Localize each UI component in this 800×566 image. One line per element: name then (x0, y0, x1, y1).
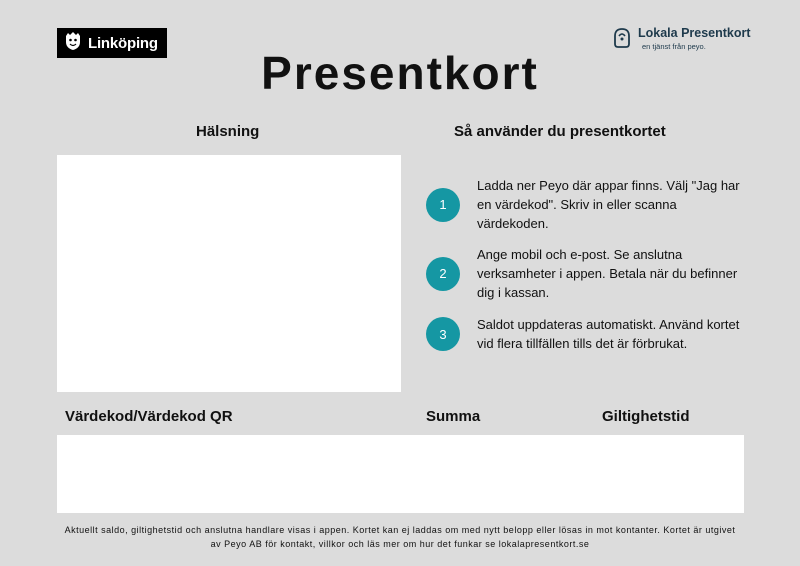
step-text: Ladda ner Peyo där appar finns. Välj "Jag har en värdekod". Skriv in eller scanna värdekoden. (477, 178, 740, 231)
instruction-step-1 (426, 176, 747, 233)
greeting-heading: Hälsning (196, 123, 260, 140)
validity-label: Giltighetstid (602, 408, 690, 425)
value-code-label: Värdekod/Värdekod QR (65, 408, 233, 425)
instructions-heading: Så använder du presentkortet (454, 123, 666, 140)
greeting-box[interactable] (57, 155, 401, 392)
sum-label: Summa (426, 408, 481, 425)
step-number-badge: 3 (426, 317, 460, 351)
step-text: Saldot uppdateras automatiskt. Använd kortet vid flera tillfällen tills det är förbrukat. (477, 317, 740, 351)
footer-text: Aktuellt saldo, giltighetstid och anslutna handlare visas i appen. Kortet kan ej laddas om med nytt belopp eller lösas in mot kontanter. Kortet är utgivet av Peyo AB för kontakt, villkor och läs mer om hur det funkar se lokalapresentkort.se (64, 525, 736, 549)
page-title: Presentkort (261, 47, 539, 99)
step-text: Ange mobil och e-post. Se anslutna verksamheter i appen. Betala när du befinner dig i kassan. (477, 247, 738, 300)
step-number-badge: 2 (426, 257, 460, 291)
value-code-box[interactable] (57, 435, 744, 513)
lokala-presentkort-tagline: en tjänst från peyo. (642, 42, 706, 51)
linkoping-logo-text: Linköping (88, 34, 158, 52)
instruction-step-2 (426, 245, 747, 302)
instruction-step-3 (426, 315, 747, 353)
lokala-presentkort-name: Lokala Presentkort (638, 26, 751, 40)
step-number-badge: 1 (426, 188, 460, 222)
